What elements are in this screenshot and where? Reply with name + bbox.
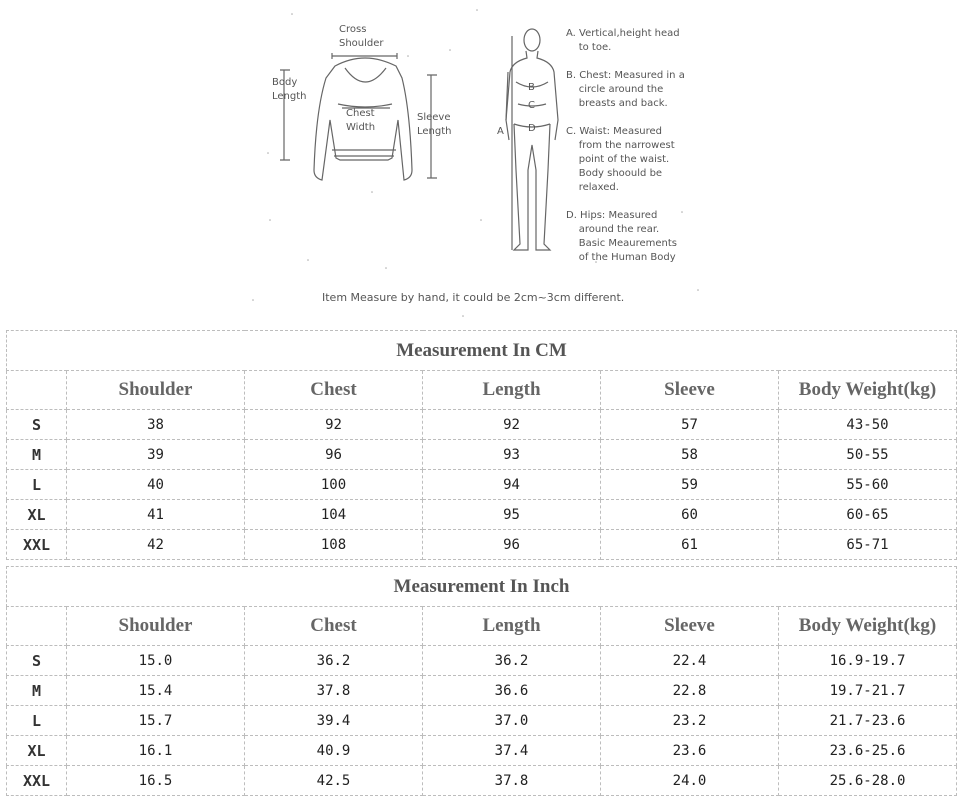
sleeve-value: 22.8 <box>601 676 779 706</box>
header-shoulder: Shoulder <box>67 371 245 410</box>
header-size <box>7 607 67 646</box>
size-label: XL <box>7 736 67 766</box>
shoulder-value: 15.7 <box>67 706 245 736</box>
chest-value: 39.4 <box>245 706 423 736</box>
shoulder-value: 16.5 <box>67 766 245 796</box>
inch-table-title: Measurement In Inch <box>7 567 957 607</box>
shoulder-value: 40 <box>67 470 245 500</box>
size-label: XXL <box>7 530 67 560</box>
length-value: 94 <box>423 470 601 500</box>
body-weight-value: 55-60 <box>779 470 957 500</box>
chest-value: 100 <box>245 470 423 500</box>
body-figure <box>506 29 558 250</box>
sleeve-length-label: Sleeve Length <box>417 112 452 137</box>
cross-shoulder-label: Cross Shoulder <box>339 24 384 49</box>
length-value: 37.4 <box>423 736 601 766</box>
table-row <box>7 500 957 530</box>
shoulder-value: 15.4 <box>67 676 245 706</box>
body-weight-value: 25.6-28.0 <box>779 766 957 796</box>
marker-a: A <box>497 126 504 137</box>
size-label: M <box>7 676 67 706</box>
size-label: XXL <box>7 766 67 796</box>
table-row <box>7 646 957 676</box>
header-chest: Chest <box>245 371 423 410</box>
chest-value: 96 <box>245 440 423 470</box>
table-row <box>7 706 957 736</box>
marker-d: D <box>528 123 536 134</box>
length-value: 92 <box>423 410 601 440</box>
header-chest: Chest <box>245 607 423 646</box>
body-weight-value: 23.6-25.6 <box>779 736 957 766</box>
body-length-label: Body Length <box>272 77 307 102</box>
chest-width-label: Chest Width <box>346 108 376 133</box>
length-value: 37.8 <box>423 766 601 796</box>
measurement-diagram <box>0 0 962 325</box>
note-b-chest: B. Chest: Measured in a circle around the breasts and back. <box>566 70 685 109</box>
sleeve-value: 58 <box>601 440 779 470</box>
chest-value: 37.8 <box>245 676 423 706</box>
table-row <box>7 470 957 500</box>
header-length: Length <box>423 371 601 410</box>
size-label: L <box>7 706 67 736</box>
body-weight-value: 21.7-23.6 <box>779 706 957 736</box>
length-value: 93 <box>423 440 601 470</box>
cm-table-title: Measurement In CM <box>7 331 957 371</box>
shoulder-value: 15.0 <box>67 646 245 676</box>
header-body-weight: Body Weight(kg) <box>779 371 957 410</box>
size-label: XL <box>7 500 67 530</box>
header-length: Length <box>423 607 601 646</box>
length-value: 96 <box>423 530 601 560</box>
chest-value: 104 <box>245 500 423 530</box>
sleeve-value: 61 <box>601 530 779 560</box>
header-body-weight: Body Weight(kg) <box>779 607 957 646</box>
body-weight-value: 65-71 <box>779 530 957 560</box>
chest-value: 36.2 <box>245 646 423 676</box>
header-shoulder: Shoulder <box>67 607 245 646</box>
note-a-height: A. Vertical,height head to toe. <box>566 28 680 53</box>
measure-caption: Item Measure by hand, it could be 2cm~3cm different. <box>322 291 625 304</box>
header-size <box>7 371 67 410</box>
sleeve-value: 22.4 <box>601 646 779 676</box>
shoulder-value: 42 <box>67 530 245 560</box>
header-sleeve: Sleeve <box>601 607 779 646</box>
body-weight-value: 50-55 <box>779 440 957 470</box>
chest-value: 42.5 <box>245 766 423 796</box>
sleeve-value: 23.2 <box>601 706 779 736</box>
header-sleeve: Sleeve <box>601 371 779 410</box>
body-weight-value: 16.9-19.7 <box>779 646 957 676</box>
shoulder-value: 41 <box>67 500 245 530</box>
chest-value: 108 <box>245 530 423 560</box>
length-value: 36.2 <box>423 646 601 676</box>
size-label: L <box>7 470 67 500</box>
shoulder-value: 38 <box>67 410 245 440</box>
shoulder-value: 39 <box>67 440 245 470</box>
garment-and-body-illustration <box>0 0 962 325</box>
table-row <box>7 766 957 796</box>
sleeve-value: 24.0 <box>601 766 779 796</box>
chest-value: 40.9 <box>245 736 423 766</box>
body-weight-value: 19.7-21.7 <box>779 676 957 706</box>
table-row <box>7 676 957 706</box>
marker-c: C <box>528 100 535 111</box>
note-d-hips: D. Hips: Measured around the rear. Basic Meaurements of the Human Body <box>566 210 678 263</box>
shoulder-value: 16.1 <box>67 736 245 766</box>
body-weight-value: 60-65 <box>779 500 957 530</box>
length-value: 36.6 <box>423 676 601 706</box>
cm-size-table <box>6 330 957 560</box>
size-label: M <box>7 440 67 470</box>
note-c-waist: C. Waist: Measured from the narrowest point of the waist. Body shoould be relaxed. <box>566 126 675 193</box>
body-weight-value: 43-50 <box>779 410 957 440</box>
sleeve-value: 60 <box>601 500 779 530</box>
length-value: 37.0 <box>423 706 601 736</box>
size-label: S <box>7 646 67 676</box>
marker-b: B <box>528 82 535 93</box>
table-row <box>7 440 957 470</box>
table-row <box>7 410 957 440</box>
sleeve-value: 23.6 <box>601 736 779 766</box>
sleeve-value: 57 <box>601 410 779 440</box>
inch-size-table <box>6 566 957 796</box>
chest-value: 92 <box>245 410 423 440</box>
table-row <box>7 530 957 560</box>
size-label: S <box>7 410 67 440</box>
table-row <box>7 736 957 766</box>
length-value: 95 <box>423 500 601 530</box>
sleeve-value: 59 <box>601 470 779 500</box>
